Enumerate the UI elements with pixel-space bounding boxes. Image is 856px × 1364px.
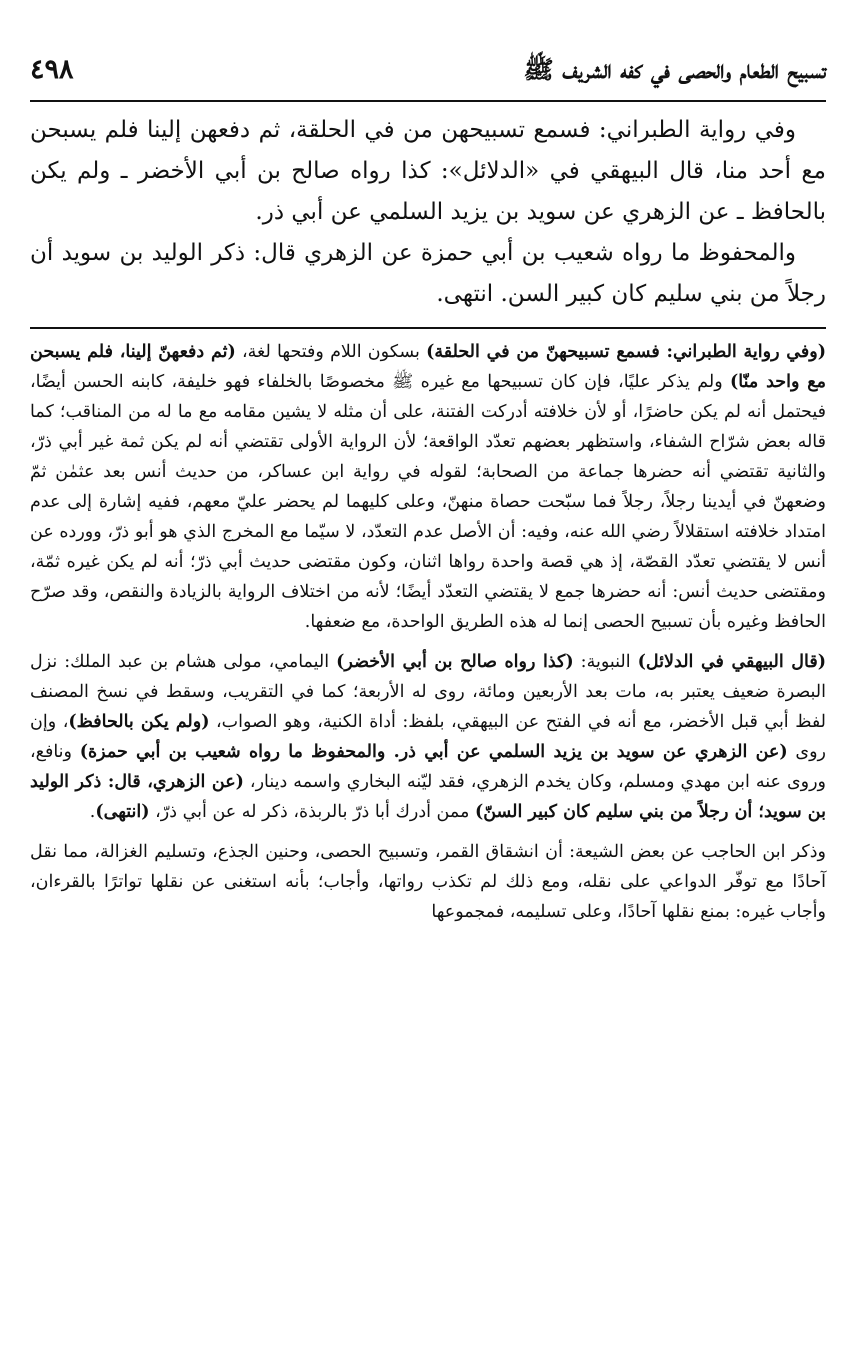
page-number: ٤٩٨: [30, 54, 74, 85]
commentary-text: بسكون اللام وفتحها لغة،: [235, 342, 427, 362]
quoted-text: (كذا رواه صالح بن أبي الأخضر): [336, 652, 574, 672]
quoted-text: (وفي رواية الطبراني: فسمع تسبيحهنّ من في الحلقة): [426, 342, 826, 362]
commentary-text: النبوية:: [573, 652, 638, 672]
quoted-text: (عن الزهري عن سويد بن يزيد السلمي عن أبي ذر. والمحفوظ ما رواه شعيب بن أبي حمزة): [79, 742, 788, 762]
main-paragraph: وفي رواية الطبراني: فسمع تسبيحهن من في الحلقة، ثم دفعهن إلينا فلم يسبحن مع أحد منا، قال البيهقي في «الدلائل»: كذا رواه صالح بن أبي الأخضر ـ ولم يكن بالحافظ ـ عن الزهري عن سويد بن يزيد السلمي عن أبي ذر.: [30, 117, 826, 225]
quoted-text: (ثم دفعهنّ إلينا، فلم يسبحن مع واحد منّا): [30, 342, 826, 392]
commentary-text: ولم يذكر عليًا، فإن كان تسبيحها مع غيره ﷺ مخصوصًا بالخلفاء فهو خليفة، كابنه الحسن أيضًا، فيحتمل أنه لم يكن حاضرًا، أو لأن خلافته أدركت الفتنة، على أن مثله لا يشين مقامه مع ما له من المناقب؛ كما قاله بعض شرّاح الشفاء، واستظهر بعضهم تعدّد الواقعة؛ لأن الرواية الأولى تقتضي أنه لم يكن ثمة غير أبي ذرّ، والثانية تقتضي أنه حضرها جماعة من الصحابة؛ لقوله في رواية ابن عساكر، من حديث أنس بعد عثمٰن ثمّ وضعهنّ في أيدينا رجلاً، رجلاً فما سبّحت حصاة منهنّ، وعلى كليهما لم يحضر عليّ معهم، ففيه إشارة إلى عدم امتداد خلافته استقلالاً رضي الله عنه، وفيه: أن الأصل عدم التعدّد، لا سيّما مع المخرج الذي هو أبو ذرّ، وورده عن أنس لا يقتضي تعدّد القصّة، إذ هي قصة واحدة رواها اثنان، وكون مقتضى حديث أبي ذرّ؛ أنه لم يكن غيره ثمّة، ومقتضى حديث أنس: أنه حضرها جمع لا يقتضي التعدّد أيضًا؛ لأنه من اختلاف الرواية بالزيادة والنقص، وقد صرّح الحافظ وغيره بأن تسبيح الحصى إنما له هذه الطريق الواحدة، مع ضعفها.: [30, 372, 826, 632]
commentary-text: ممن أدرك أبا ذرّ بالربذة، ذكر له عن أبي ذرّ،: [149, 802, 475, 822]
quoted-text: (قال البيهقي في الدلائل): [637, 652, 826, 672]
commentary-text: ونافع، وروى عنه ابن مهدي ومسلم، وكان يخدم الزهري، فقد ليّنه البخاري واسمه دينار،: [30, 742, 827, 792]
main-paragraph: والمحفوظ ما رواه شعيب بن أبي حمزة عن الزهري قال: ذكر الوليد بن سويد أن رجلاً من بني سليم كان كبير السن. انتهى.: [30, 240, 826, 307]
header-title: تسبيح الطعام والحصى في كفه الشريف ﷺ: [523, 55, 826, 84]
quoted-text: (ولم يكن بالحافظ): [68, 712, 210, 732]
separator-rule: [30, 327, 826, 329]
commentary-text: .: [89, 802, 96, 822]
commentary-paragraph: [30, 647, 826, 827]
quoted-text: (انتهى): [95, 802, 150, 822]
main-text: [30, 110, 826, 315]
commentary-paragraph: [30, 337, 826, 637]
commentary-text: اليمامي، مولى هشام بن عبد الملك: نزل البصرة ضعيف يعتبر به، مات بعد الأربعين ومائة، روى له الأربعة؛ كما في التقريب، وسقط في نسخ المصنف لفظ أبي قبل الأخضر، مع أنه في الفتح عن البيهقي، بلفظ: أداة الكنية، وهو الصواب،: [30, 652, 827, 732]
commentary: [30, 337, 826, 927]
commentary-text: ، وإن روى: [30, 712, 826, 762]
commentary-paragraph: وذكر ابن الحاجب عن بعض الشيعة: أن انشقاق القمر، وتسبيح الحصى، وحنين الجذع، وتسليم الغزالة، مما نقل آحادًا مع توفّر الدواعي على نقله، ومع ذلك لم تكذب رواتها، وأجاب؛ بأنه استغنى عن نقلها تواترًا بالقرءان، وأجاب غيره: بمنع نقلها آحادًا، وعلى تسليمه، فمجموعها: [30, 842, 826, 922]
running-header: [30, 50, 826, 102]
quoted-text: (عن الزهري، قال: ذكر الوليد بن سويد؛ أن رجلاً من بني سليم كان كبير السنّ): [30, 772, 826, 822]
